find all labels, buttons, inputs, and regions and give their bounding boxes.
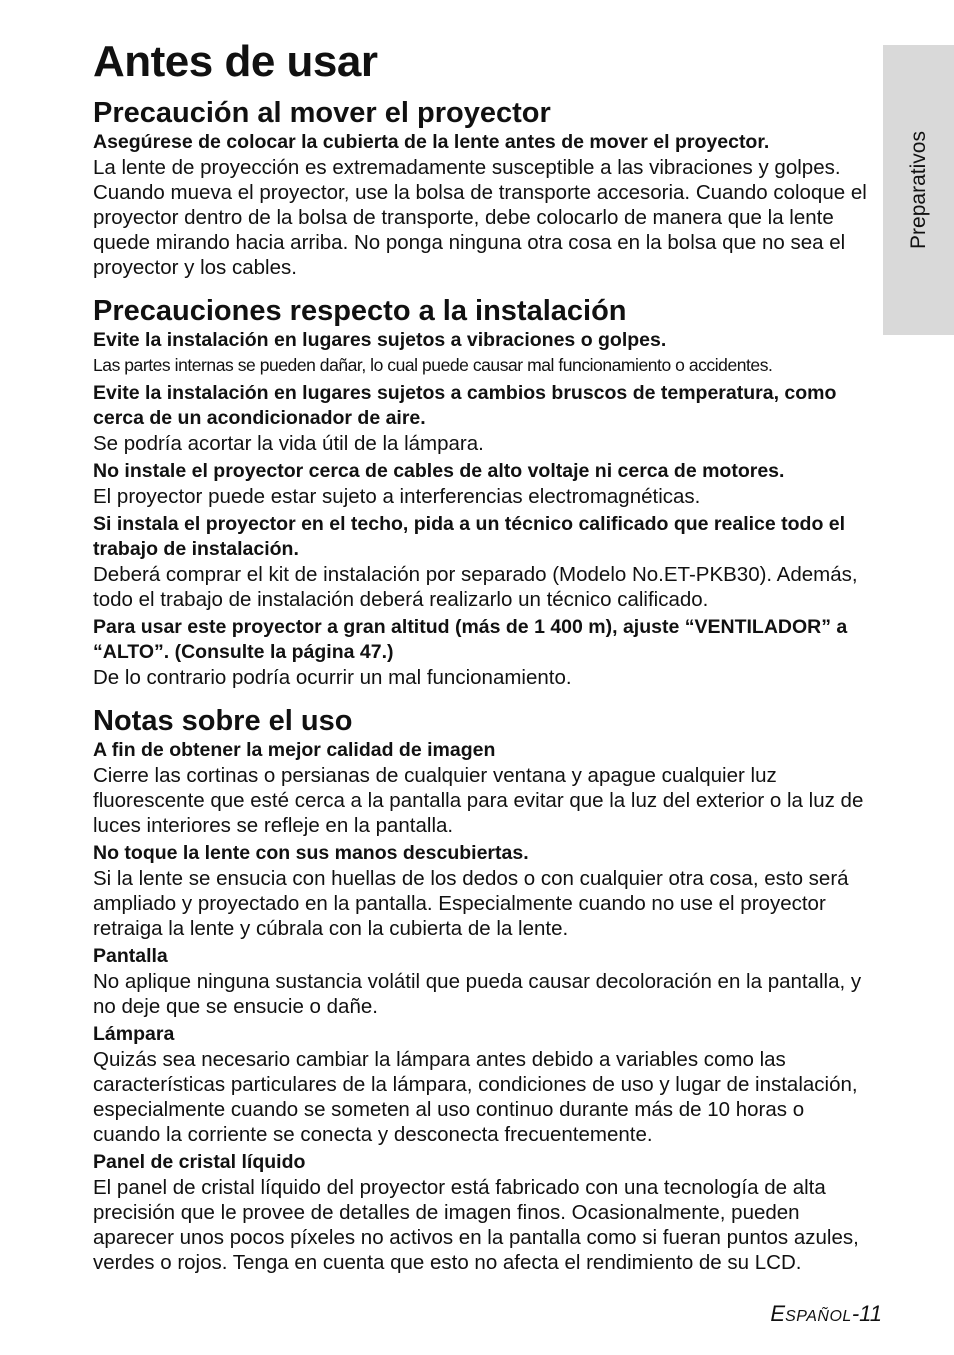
block-lead: No instale el proyector cerca de cables de alto voltaje ni cerca de motores. bbox=[93, 460, 785, 482]
side-tab-label: Preparativos bbox=[906, 131, 930, 249]
footer-page-number: -11 bbox=[851, 1301, 882, 1326]
block-text: La lente de proyección es extremadamente susceptible a las vibraciones y golpes. Cuando mueva el proyector, use la bolsa de transporte accesoria. Cuando coloque el proyector dentro de la bolsa de transporte, debe colocarlo de manera que la lente quede mirando hacia arriba. No ponga ninguna otra cosa en la bolsa que no sea el proyector y los cables. bbox=[93, 156, 867, 279]
block-text: Si la lente se ensucia con huellas de los dedos o con cualquier otra cosa, esto será ampliado y proyectado en la pantalla. Especialmente cuando no use el proyector retraiga la lente y cúbrala con la cubierta de la lente. bbox=[93, 867, 849, 940]
block-lead: Si instala el proyector en el techo, pida a un técnico calificado que realice todo el trabajo de instalación. bbox=[93, 513, 846, 560]
block-text: No aplique ninguna sustancia volátil que pueda causar decoloración en la pantalla, y no deje que se ensucie o dañe. bbox=[93, 970, 862, 1018]
section-moving-precaution bbox=[93, 96, 873, 280]
content-block bbox=[93, 841, 873, 941]
content-block bbox=[93, 381, 873, 456]
block-lead: Evite la instalación en lugares sujetos a vibraciones o golpes. bbox=[93, 329, 667, 351]
block-text: Cierre las cortinas o persianas de cualquier ventana y apague cualquier luz fluorescente que esté cerca a la pantalla para evitar que la luz del exterior o la luz de luces interiores se refleje en la pantalla. bbox=[93, 764, 864, 837]
block-text: Las partes internas se pueden dañar, lo cual puede causar mal funcionamiento o accidentes. bbox=[93, 355, 773, 375]
block-lead: No toque la lente con sus manos descubiertas. bbox=[93, 842, 529, 864]
block-text: El proyector puede estar sujeto a interferencias electromagnéticas. bbox=[93, 485, 701, 508]
content-block bbox=[93, 944, 873, 1019]
block-lead: Panel de cristal líquido bbox=[93, 1151, 306, 1173]
content-block bbox=[93, 328, 873, 378]
block-lead: A fin de obtener la mejor calidad de imagen bbox=[93, 739, 496, 761]
block-text: Se podría acortar la vida útil de la lámpara. bbox=[93, 432, 484, 455]
block-lead: Evite la instalación en lugares sujetos a cambios bruscos de temperatura, como cerca de un acondicionador de aire. bbox=[93, 382, 837, 429]
section-usage-notes bbox=[93, 704, 873, 1275]
content-block bbox=[93, 459, 873, 509]
content-block bbox=[93, 1150, 873, 1275]
block-text: De lo contrario podría ocurrir un mal funcionamiento. bbox=[93, 666, 572, 689]
content-block bbox=[93, 615, 873, 690]
section-heading: Precauciones respecto a la instalación bbox=[93, 295, 627, 327]
section-installation-precautions bbox=[93, 294, 873, 690]
page-title: Antes de usar bbox=[93, 37, 378, 86]
block-lead: Para usar este proyector a gran altitud (más de 1 400 m), ajuste “VENTILADOR” a “ALTO”. (Consulte la página 47.) bbox=[93, 616, 848, 663]
footer-language-rest: SPAÑOL bbox=[785, 1308, 852, 1325]
block-lead: Pantalla bbox=[93, 945, 168, 967]
footer-language-initial: E bbox=[770, 1301, 786, 1326]
content-block bbox=[93, 512, 873, 612]
block-text: Deberá comprar el kit de instalación por separado (Modelo No.ET-PKB30). Además, todo el trabajo de instalación deberá realizarlo un técnico calificado. bbox=[93, 563, 858, 611]
block-lead: Asegúrese de colocar la cubierta de la lente antes de mover el proyector. bbox=[93, 131, 770, 153]
content-block bbox=[93, 738, 873, 838]
section-heading: Notas sobre el uso bbox=[93, 705, 353, 737]
page-footer bbox=[770, 1300, 882, 1331]
page-content bbox=[93, 96, 873, 1275]
section-heading: Precaución al mover el proyector bbox=[93, 97, 551, 129]
content-block bbox=[93, 130, 873, 280]
block-text: Quizás sea necesario cambiar la lámpara antes debido a variables como las características particulares de la lámpara, condiciones de uso y lugar de instalación, especialmente cuando se someten al uso continuo durante más de 10 horas o cuando la corriente se conecta y desconecta frecuentemente. bbox=[93, 1048, 858, 1146]
content-block bbox=[93, 1022, 873, 1147]
block-text: El panel de cristal líquido del proyector está fabricado con una tecnología de alta precisión que le provee de detalles de imagen finos. Ocasionalmente, pueden aparecer unos pocos píxeles no activos en la pantalla como si fueran puntos azules, verdes o rojos. Tenga en cuenta que esto no afecta el rendimiento de su LCD. bbox=[93, 1176, 859, 1274]
block-lead: Lámpara bbox=[93, 1023, 175, 1045]
side-tab bbox=[883, 45, 954, 335]
